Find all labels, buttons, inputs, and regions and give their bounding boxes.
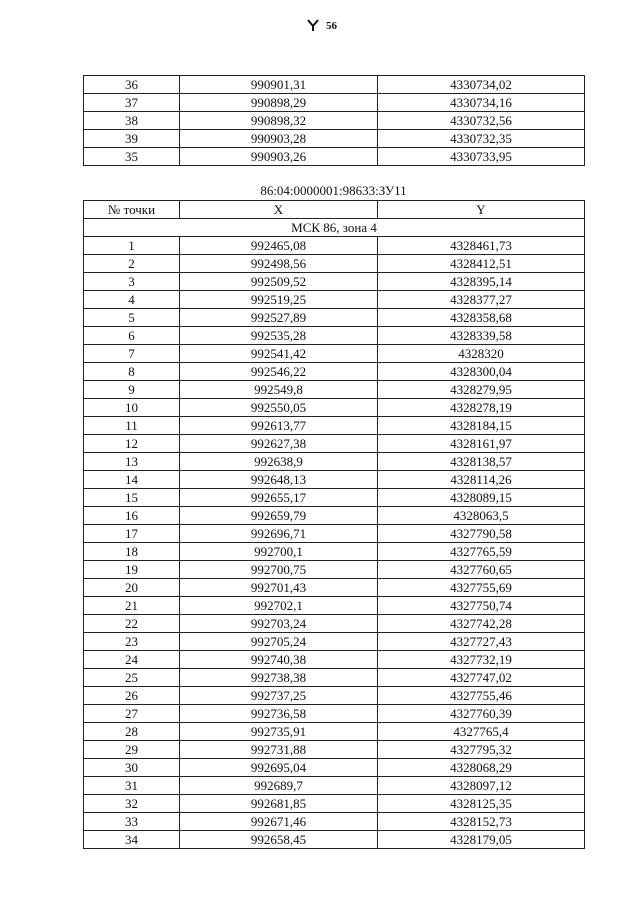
point-number-cell: 35 bbox=[84, 148, 180, 166]
x-coordinate-cell: 992509,52 bbox=[180, 273, 378, 291]
table-row bbox=[84, 651, 585, 669]
point-number-cell: 21 bbox=[84, 597, 180, 615]
point-number-cell: 27 bbox=[84, 705, 180, 723]
x-coordinate-cell: 992705,24 bbox=[180, 633, 378, 651]
table-row bbox=[84, 148, 585, 166]
y-coordinate-cell: 4327755,69 bbox=[378, 579, 585, 597]
x-coordinate-cell: 992703,24 bbox=[180, 615, 378, 633]
y-coordinate-cell: 4330732,35 bbox=[378, 130, 585, 148]
point-number-cell: 22 bbox=[84, 615, 180, 633]
point-number-cell: 5 bbox=[84, 309, 180, 327]
y-coordinate-cell: 4328278,19 bbox=[378, 399, 585, 417]
x-coordinate-cell: 992735,91 bbox=[180, 723, 378, 741]
table-row bbox=[84, 759, 585, 777]
point-number-cell: 19 bbox=[84, 561, 180, 579]
x-coordinate-cell: 990901,31 bbox=[180, 76, 378, 94]
table-row bbox=[84, 687, 585, 705]
table-row bbox=[84, 399, 585, 417]
point-number-cell: 17 bbox=[84, 525, 180, 543]
y-coordinate-cell: 4328152,73 bbox=[378, 813, 585, 831]
page-number: 56 bbox=[326, 20, 337, 32]
point-number-cell: 38 bbox=[84, 112, 180, 130]
x-coordinate-cell: 992701,43 bbox=[180, 579, 378, 597]
point-number-cell: 9 bbox=[84, 381, 180, 399]
x-coordinate-cell: 992648,13 bbox=[180, 471, 378, 489]
point-number-cell: 32 bbox=[84, 795, 180, 813]
y-coordinate-cell: 4328358,68 bbox=[378, 309, 585, 327]
point-number-cell: 39 bbox=[84, 130, 180, 148]
x-coordinate-cell: 992519,25 bbox=[180, 291, 378, 309]
table-row bbox=[84, 309, 585, 327]
x-coordinate-cell: 992689,7 bbox=[180, 777, 378, 795]
point-number-cell: 15 bbox=[84, 489, 180, 507]
table-row bbox=[84, 633, 585, 651]
point-number-cell: 16 bbox=[84, 507, 180, 525]
table-row bbox=[84, 597, 585, 615]
x-coordinate-cell: 992550,05 bbox=[180, 399, 378, 417]
point-number-cell: 23 bbox=[84, 633, 180, 651]
y-coordinate-cell: 4328461,73 bbox=[378, 237, 585, 255]
table-row bbox=[84, 507, 585, 525]
y-coordinate-cell: 4327732,19 bbox=[378, 651, 585, 669]
y-coordinate-cell: 4328063,5 bbox=[378, 507, 585, 525]
x-coordinate-cell: 990903,26 bbox=[180, 148, 378, 166]
zone-row bbox=[84, 219, 585, 237]
x-coordinate-cell: 992696,71 bbox=[180, 525, 378, 543]
table-row bbox=[84, 345, 585, 363]
x-coordinate-cell: 992695,04 bbox=[180, 759, 378, 777]
x-coordinate-cell: 992702,1 bbox=[180, 597, 378, 615]
y-coordinate-cell: 4328395,14 bbox=[378, 273, 585, 291]
point-number-cell: 12 bbox=[84, 435, 180, 453]
coordinates-table bbox=[83, 200, 585, 849]
y-coordinate-cell: 4327750,74 bbox=[378, 597, 585, 615]
table-row bbox=[84, 112, 585, 130]
x-coordinate-cell: 992627,38 bbox=[180, 435, 378, 453]
y-coordinate-cell: 4328089,15 bbox=[378, 489, 585, 507]
table-row bbox=[84, 741, 585, 759]
x-coordinate-cell: 992737,25 bbox=[180, 687, 378, 705]
y-coordinate-cell: 4330733,95 bbox=[378, 148, 585, 166]
table-row bbox=[84, 525, 585, 543]
point-number-cell: 4 bbox=[84, 291, 180, 309]
coordinates-table-continued bbox=[83, 75, 585, 166]
table-row bbox=[84, 435, 585, 453]
point-number-cell: 25 bbox=[84, 669, 180, 687]
column-header-y: Y bbox=[378, 201, 585, 219]
table-row bbox=[84, 723, 585, 741]
x-coordinate-cell: 992535,28 bbox=[180, 327, 378, 345]
table-row bbox=[84, 705, 585, 723]
table-row bbox=[84, 273, 585, 291]
y-coordinate-cell: 4328068,29 bbox=[378, 759, 585, 777]
table-row bbox=[84, 76, 585, 94]
point-number-cell: 30 bbox=[84, 759, 180, 777]
x-coordinate-cell: 992700,1 bbox=[180, 543, 378, 561]
point-number-cell: 24 bbox=[84, 651, 180, 669]
table-row bbox=[84, 291, 585, 309]
x-coordinate-cell: 990903,28 bbox=[180, 130, 378, 148]
x-coordinate-cell: 992671,46 bbox=[180, 813, 378, 831]
table-row bbox=[84, 615, 585, 633]
point-number-cell: 13 bbox=[84, 453, 180, 471]
y-coordinate-cell: 4328114,26 bbox=[378, 471, 585, 489]
y-coordinate-cell: 4327760,65 bbox=[378, 561, 585, 579]
point-number-cell: 10 bbox=[84, 399, 180, 417]
point-number-cell: 11 bbox=[84, 417, 180, 435]
y-coordinate-cell: 4327742,28 bbox=[378, 615, 585, 633]
table-row bbox=[84, 489, 585, 507]
table-row bbox=[84, 543, 585, 561]
point-number-cell: 36 bbox=[84, 76, 180, 94]
x-coordinate-cell: 992738,38 bbox=[180, 669, 378, 687]
point-number-cell: 6 bbox=[84, 327, 180, 345]
x-coordinate-cell: 992700,75 bbox=[180, 561, 378, 579]
point-number-cell: 3 bbox=[84, 273, 180, 291]
y-coordinate-cell: 4330734,16 bbox=[378, 94, 585, 112]
y-coordinate-cell: 4327727,43 bbox=[378, 633, 585, 651]
x-coordinate-cell: 992655,17 bbox=[180, 489, 378, 507]
x-coordinate-cell: 992549,8 bbox=[180, 381, 378, 399]
table-row bbox=[84, 363, 585, 381]
column-header-point: № точки bbox=[84, 201, 180, 219]
point-number-cell: 33 bbox=[84, 813, 180, 831]
table-header-row bbox=[84, 201, 585, 219]
table-row bbox=[84, 579, 585, 597]
x-coordinate-cell: 992498,56 bbox=[180, 255, 378, 273]
table-row bbox=[84, 237, 585, 255]
table-row bbox=[84, 255, 585, 273]
table-row bbox=[84, 669, 585, 687]
y-coordinate-cell: 4328161,97 bbox=[378, 435, 585, 453]
y-coordinate-cell: 4328300,04 bbox=[378, 363, 585, 381]
y-coordinate-cell: 4328339,58 bbox=[378, 327, 585, 345]
table-row bbox=[84, 327, 585, 345]
point-number-cell: 1 bbox=[84, 237, 180, 255]
y-coordinate-cell: 4328320 bbox=[378, 345, 585, 363]
point-number-cell: 31 bbox=[84, 777, 180, 795]
x-coordinate-cell: 992659,79 bbox=[180, 507, 378, 525]
y-coordinate-cell: 4328179,05 bbox=[378, 831, 585, 849]
table-row bbox=[84, 94, 585, 112]
x-coordinate-cell: 992465,08 bbox=[180, 237, 378, 255]
stamp-mark-icon bbox=[306, 18, 320, 32]
parcel-title: 86:04:0000001:98633:ЗУ11 bbox=[260, 183, 407, 198]
y-coordinate-cell: 4327755,46 bbox=[378, 687, 585, 705]
x-coordinate-cell: 992613,77 bbox=[180, 417, 378, 435]
y-coordinate-cell: 4327747,02 bbox=[378, 669, 585, 687]
table-row bbox=[84, 795, 585, 813]
x-coordinate-cell: 992740,38 bbox=[180, 651, 378, 669]
x-coordinate-cell: 992681,85 bbox=[180, 795, 378, 813]
y-coordinate-cell: 4327765,59 bbox=[378, 543, 585, 561]
table-row bbox=[84, 130, 585, 148]
y-coordinate-cell: 4328097,12 bbox=[378, 777, 585, 795]
point-number-cell: 18 bbox=[84, 543, 180, 561]
y-coordinate-cell: 4328279,95 bbox=[378, 381, 585, 399]
table-row bbox=[84, 471, 585, 489]
table-row bbox=[84, 561, 585, 579]
x-coordinate-cell: 992541,42 bbox=[180, 345, 378, 363]
x-coordinate-cell: 992546,22 bbox=[180, 363, 378, 381]
x-coordinate-cell: 992638,9 bbox=[180, 453, 378, 471]
point-number-cell: 26 bbox=[84, 687, 180, 705]
point-number-cell: 28 bbox=[84, 723, 180, 741]
x-coordinate-cell: 992736,58 bbox=[180, 705, 378, 723]
point-number-cell: 7 bbox=[84, 345, 180, 363]
y-coordinate-cell: 4328125,35 bbox=[378, 795, 585, 813]
point-number-cell: 29 bbox=[84, 741, 180, 759]
y-coordinate-cell: 4328377,27 bbox=[378, 291, 585, 309]
table-row bbox=[84, 381, 585, 399]
x-coordinate-cell: 992658,45 bbox=[180, 831, 378, 849]
point-number-cell: 37 bbox=[84, 94, 180, 112]
point-number-cell: 8 bbox=[84, 363, 180, 381]
table-row bbox=[84, 453, 585, 471]
y-coordinate-cell: 4328412,51 bbox=[378, 255, 585, 273]
y-coordinate-cell: 4330732,56 bbox=[378, 112, 585, 130]
point-number-cell: 2 bbox=[84, 255, 180, 273]
y-coordinate-cell: 4327760,39 bbox=[378, 705, 585, 723]
table-row bbox=[84, 417, 585, 435]
y-coordinate-cell: 4327765,4 bbox=[378, 723, 585, 741]
table-row bbox=[84, 831, 585, 849]
y-coordinate-cell: 4327790,58 bbox=[378, 525, 585, 543]
x-coordinate-cell: 990898,29 bbox=[180, 94, 378, 112]
y-coordinate-cell: 4327795,32 bbox=[378, 741, 585, 759]
x-coordinate-cell: 992731,88 bbox=[180, 741, 378, 759]
table-row bbox=[84, 813, 585, 831]
y-coordinate-cell: 4330734,02 bbox=[378, 76, 585, 94]
y-coordinate-cell: 4328138,57 bbox=[378, 453, 585, 471]
point-number-cell: 20 bbox=[84, 579, 180, 597]
column-header-x: X bbox=[180, 201, 378, 219]
x-coordinate-cell: 992527,89 bbox=[180, 309, 378, 327]
y-coordinate-cell: 4328184,15 bbox=[378, 417, 585, 435]
point-number-cell: 14 bbox=[84, 471, 180, 489]
point-number-cell: 34 bbox=[84, 831, 180, 849]
zone-label: МСК 86, зона 4 bbox=[84, 219, 585, 237]
x-coordinate-cell: 990898,32 bbox=[180, 112, 378, 130]
table-row bbox=[84, 777, 585, 795]
